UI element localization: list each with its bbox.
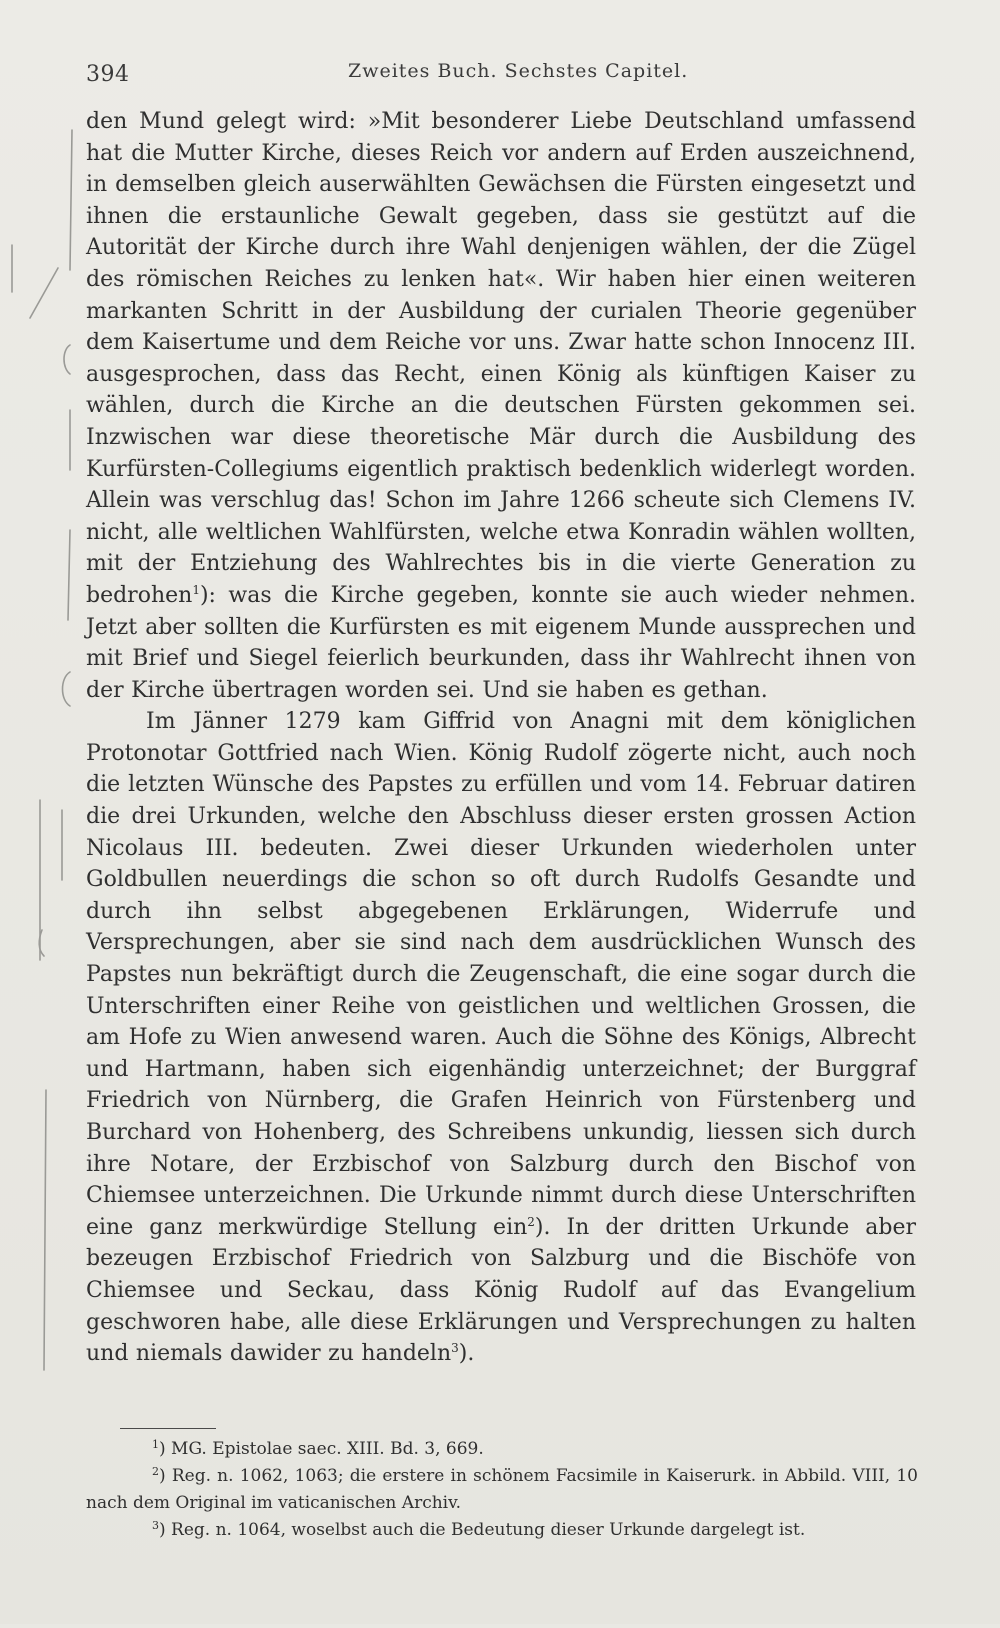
footnote-marker: 1: [152, 1438, 159, 1451]
footnote-separator: [120, 1428, 216, 1429]
footnote-ref-2: 2: [527, 1214, 535, 1229]
page-header: [86, 58, 916, 92]
footnote-text: ) Reg. n. 1062, 1063; die erstere in schönem Facsimile in Kaiserurk. in Abbild. VIII, 10 nach dem Original im vaticanischen Archiv.: [86, 1466, 918, 1513]
paragraph-2-text: Im Jänner 1279 kam Giffrid von Anagni mit dem königlichen Protonotar Gottfried nach Wien. König Rudolf zögerte nicht, auch noch die letzten Wünsche des Papstes zu erfüllen und vom 14. Februar datiren die drei Urkunden, welche den Abschluss dieser ersten grossen Action Nicolaus III. bedeuten. Zwei dieser Urkunden wiederholen unter Goldbullen neuerdings die schon so oft durch Rudolfs Gesandte und durch ihn selbst abgegebenen Erklärungen, Widerrufe und Versprechungen, aber sie sind nach dem ausdrücklichen Wunsch des Papstes nun bekräftigt durch die Zeugenschaft, die eine sogar durch die Unterschriften einer Reihe von geistlichen und weltlichen Grossen, die am Hofe zu Wien anwesend waren. Auch die Söhne des Königs, Albrecht und Hartmann, haben sich eigenhändig unterzeichnet; der Burggraf Friedrich von Nürnberg, die Grafen Heinrich von Fürstenberg und Burchard von Hohenberg, des Schreibens unkundig, liessen sich durch ihre Notare, der Erzbischof von Salzburg durch den Bischof von Chiemsee unterzeichnen. Die Urkunde nimmt durch diese Unterschriften eine ganz merkwürdige Stellung ein: [86, 709, 916, 1240]
footnote-1: [86, 1436, 918, 1463]
paragraph-2: [86, 706, 916, 1369]
pencil-mark: [63, 672, 71, 706]
footnote-text: ) Reg. n. 1064, woselbst auch die Bedeutung dieser Urkunde dargelegt ist.: [159, 1520, 806, 1540]
pencil-mark: [68, 530, 70, 620]
paragraph-1-text: den Mund gelegt wird: »Mit besonderer Liebe Deutschland umfassend hat die Mutter Kirche, dieses Reich vor andern auf Erden auszeichnend, in demselben gleich auserwählten Gewächsen die Fürsten eingesetzt und ihnen die erstaunliche Gewalt gegeben, dass sie gestützt auf die Autorität der Kirche durch ihre Wahl denjenigen wählen, der die Zügel des römischen Reiches zu lenken hat«. Wir haben hier einen weiteren markanten Schritt in der Ausbildung der curialen Theorie gegenüber dem Kaisertume und dem Reiche vor uns. Zwar hatte schon Innocenz III. ausgesprochen, dass das Recht, einen König als künftigen Kaiser zu wählen, durch die Kirche an die deutschen Fürsten gekommen sei. Inzwischen war diese theoretische Mär durch die Ausbildung des Kurfürsten-Collegiums eigentlich praktisch bedenklich widerlegt worden. Allein was verschlug das! Schon im Jahre 1266 scheute sich Clemens IV. nicht, alle weltlichen Wahlfürsten, welche etwa Konradin wählen wollten, mit der Entziehung des Wahlrechtes bis in die vierte Generation zu bedrohen: [86, 109, 916, 608]
main-text: [86, 106, 916, 1370]
pencil-mark: [39, 930, 44, 956]
pencil-mark: [44, 1090, 46, 1370]
pencil-mark: [70, 130, 72, 270]
footnote-2: [86, 1463, 918, 1517]
running-head: Zweites Buch. Sechstes Capitel.: [348, 60, 689, 82]
footnote-marker: 3: [152, 1519, 159, 1532]
paragraph-1-tail: ): was die Kirche gegeben, konnte sie auch wieder nehmen. Jetzt aber sollten die Kurfürsten es mit eigenem Munde aussprechen und mit Brief und Siegel feierlich beurkunden, dass ihr Wahlrecht ihnen von der Kirche übertragen worden sei. Und sie haben es gethan.: [86, 582, 916, 703]
pencil-marks-drawing: [0, 0, 90, 1624]
footnote-text: ) MG. Epistolae saec. XIII. Bd. 3, 669.: [159, 1439, 484, 1459]
footnote-ref-1: 1: [192, 582, 200, 597]
pencil-mark: [64, 345, 70, 374]
page-number: 394: [86, 62, 130, 87]
footnote-ref-3: 3: [451, 1341, 459, 1356]
paragraph-2-mid: ). In der dritten Urkunde aber bezeugen Erzbischof Friedrich von Salzburg und die Bischöfe von Chiemsee und Seckau, dass König Rudolf auf das Evangelium geschworen habe, alle diese Erklärungen und Versprechungen zu halten und niemals dawider zu handeln: [86, 1214, 916, 1367]
paragraph-1: [86, 106, 916, 706]
pencil-mark: [30, 268, 58, 318]
footnotes: [86, 1436, 918, 1544]
footnote-3: [86, 1517, 918, 1544]
footnote-marker: 2: [152, 1465, 159, 1478]
paragraph-2-tail: ).: [458, 1341, 475, 1367]
pencil-margin-marks: [0, 0, 90, 1624]
